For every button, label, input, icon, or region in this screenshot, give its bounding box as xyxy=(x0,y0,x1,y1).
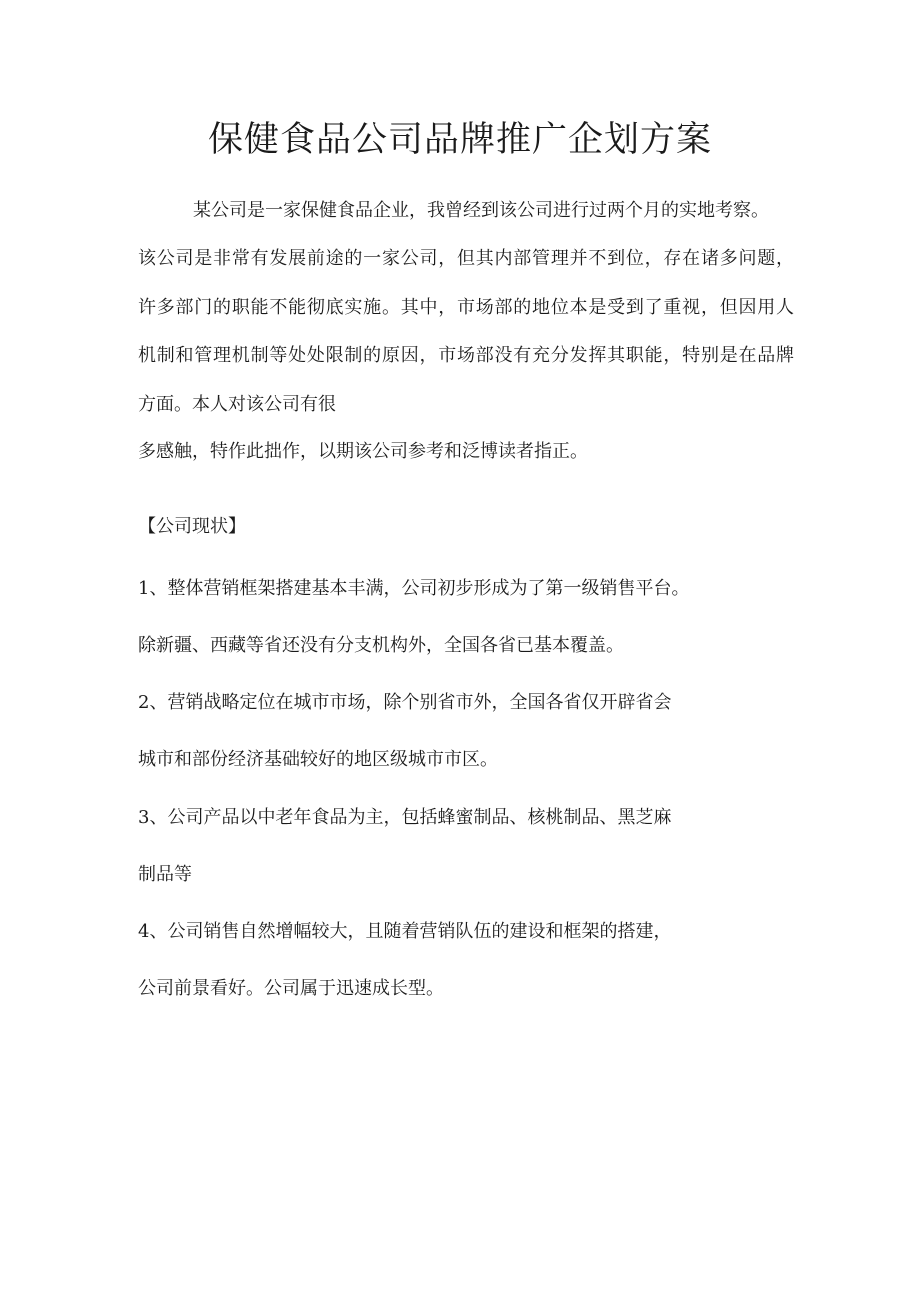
status-item-4: 4、公司销售自然增幅较大，且随着营销队伍的建设和框架的搭建， xyxy=(138,921,672,942)
intro-line-4: 机制和管理机制等处处限制的原因，市场部没有充分发挥其职能，特别是在品牌 xyxy=(138,345,794,366)
section-heading: 【公司现状】 xyxy=(138,516,246,537)
intro-line-1: 某公司是一家保健食品企业，我曾经到该公司进行过两个月的实地考察。 xyxy=(193,200,769,221)
status-item-3-cont: 制品等 xyxy=(138,864,192,885)
status-item-3: 3、公司产品以中老年食品为主，包括蜂蜜制品、核桃制品、黑芝麻 xyxy=(138,807,672,828)
document-title: 保健食品公司品牌推广企划方案 xyxy=(207,120,712,160)
intro-line-6: 多感触，特作此拙作，以期该公司参考和泛博读者指正。 xyxy=(138,441,588,462)
status-item-2-cont: 城市和部份经济基础较好的地区级城市市区。 xyxy=(138,749,498,770)
status-item-1-cont: 除新疆、西藏等省还没有分支机构外，全国各省已基本覆盖。 xyxy=(138,635,624,656)
intro-line-5: 方面。本人对该公司有很 xyxy=(138,394,336,415)
intro-line-2: 该公司是非常有发展前途的一家公司，但其内部管理并不到位，存在诸多问题， xyxy=(138,248,794,269)
status-item-1: 1、整体营销框架搭建基本丰满，公司初步形成为了第一级销售平台。 xyxy=(138,578,690,599)
status-item-2: 2、营销战略定位在城市市场，除个别省市外，全国各省仅开辟省会 xyxy=(138,692,672,713)
intro-line-3: 许多部门的职能不能彻底实施。其中，市场部的地位本是受到了重视，但因用人 xyxy=(138,297,794,318)
status-item-4-cont: 公司前景看好。公司属于迅速成长型。 xyxy=(138,978,444,999)
